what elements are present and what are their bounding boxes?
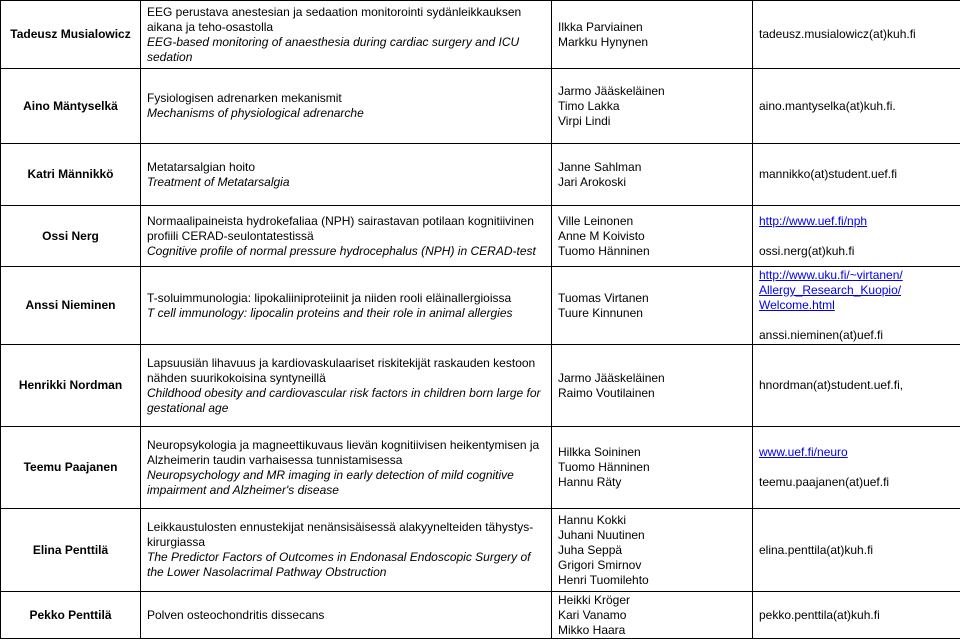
supervisor-name: Jari Arokoski xyxy=(558,174,627,189)
supervisor-name: Jarmo Jääskeläinen xyxy=(558,83,665,98)
website-link[interactable]: Welcome.html xyxy=(759,298,835,312)
supervisor-name: Hilkka Soininen xyxy=(558,445,641,459)
email-address: ossi.nerg(at)kuh.fi xyxy=(759,243,855,258)
table-row xyxy=(1,1,960,69)
supervisor-name: Juha Seppä xyxy=(558,542,623,557)
thesis-title-fi: Normaalipaineista hydrokefaliaa (NPH) sairastavan potilaan kognitiivinen profiili CERAD-seulontatestissä xyxy=(147,213,534,243)
thesis-title-en: Treatment of Metatarsalgia xyxy=(147,174,290,189)
supervisors-cell xyxy=(552,144,753,206)
supervisor-name: Jarmo Jääskeläinen xyxy=(558,370,665,385)
thesis-title-en: Cognitive profile of normal pressure hydrocephalus (NPH) in CERAD-test xyxy=(147,243,536,258)
supervisor-name: Hannu Kokki xyxy=(558,512,627,527)
supervisor-name: Tuure Kinnunen xyxy=(558,305,643,320)
supervisors-cell xyxy=(552,345,753,427)
contact-cell xyxy=(753,144,960,206)
thesis-title-cell xyxy=(141,69,552,144)
table-row xyxy=(1,69,960,144)
supervisor-name: Ville Leinonen xyxy=(558,213,634,228)
email-address: teemu.paajanen(at)uef.fi xyxy=(759,475,890,489)
thesis-title-cell xyxy=(141,206,552,267)
table-row xyxy=(1,427,960,509)
supervisor-name: Janne Sahlman xyxy=(558,159,642,174)
thesis-title-cell xyxy=(141,509,552,592)
website-link[interactable]: http://www.uef.fi/nph xyxy=(759,213,868,228)
email-address: mannikko(at)student.uef.fi xyxy=(759,167,898,181)
table-row xyxy=(1,592,960,639)
researcher-name: Katri Männikkö xyxy=(1,144,141,206)
table-row xyxy=(1,267,960,345)
supervisor-name: Tuomas Virtanen xyxy=(558,290,649,305)
thesis-title-en: EEG-based monitoring of anaesthesia during cardiac surgery and ICU sedation xyxy=(147,34,520,64)
researcher-name: Ossi Nerg xyxy=(1,206,141,267)
table-row xyxy=(1,509,960,592)
supervisors-cell xyxy=(552,427,753,509)
researcher-name: Aino Mäntyselkä xyxy=(1,69,141,144)
contact-cell xyxy=(753,206,960,267)
contact-cell xyxy=(753,345,960,427)
website-link[interactable]: Allergy_Research_Kuopio/ xyxy=(759,283,902,297)
supervisor-name: Grigori Smirnov xyxy=(558,557,642,572)
thesis-title-en: Childhood obesity and cardiovascular risk factors in children born large for gestational age xyxy=(147,385,541,415)
supervisor-name: Tuomo Hänninen xyxy=(558,460,650,474)
thesis-title-fi: Leikkaustulosten ennustekijat nenänsisäisessä alakyynelteiden tähystys-kirurgiassa xyxy=(147,520,534,549)
supervisor-name: Heikki Kröger xyxy=(558,592,631,607)
table-row xyxy=(1,206,960,267)
email-address: pekko.penttila(at)kuh.fi xyxy=(759,607,880,622)
thesis-title-fi: Fysiologisen adrenarken mekanismit xyxy=(147,91,342,105)
thesis-title-cell xyxy=(141,592,552,639)
thesis-title-fi: Polven osteochondritis dissecans xyxy=(147,607,325,622)
researcher-name: Elina Penttilä xyxy=(1,509,141,592)
supervisor-name: Juhani Nuutinen xyxy=(558,527,645,542)
website-link[interactable]: www.uef.fi/neuro xyxy=(759,445,848,459)
thesis-title-cell xyxy=(141,345,552,427)
supervisor-name: Kari Vanamo xyxy=(558,607,627,622)
website-link[interactable]: http://www.uku.fi/~virtanen/ xyxy=(759,268,903,282)
thesis-title-fi: Neuropsykologia ja magneettikuvaus lievän kognitiivisen heikentymisen ja Alzheimerin taudin varhaisessa tunnistamisessa xyxy=(147,437,540,467)
thesis-title-cell xyxy=(141,144,552,206)
researcher-name: Henrikki Nordman xyxy=(1,345,141,427)
supervisor-name: Tuomo Hänninen xyxy=(558,243,650,258)
thesis-title-en: Mechanisms of physiological adrenarche xyxy=(147,106,364,120)
thesis-title-fi: Metatarsalgian hoito xyxy=(147,159,256,174)
contact-cell xyxy=(753,1,960,69)
email-address: elina.penttila(at)kuh.fi xyxy=(759,542,874,557)
contact-cell xyxy=(753,267,960,345)
supervisors-cell xyxy=(552,592,753,639)
thesis-title-cell xyxy=(141,1,552,69)
supervisors-cell xyxy=(552,509,753,592)
supervisor-name: Anne M Koivisto xyxy=(558,228,645,243)
table-row xyxy=(1,345,960,427)
contact-cell xyxy=(753,427,960,509)
researcher-name: Tadeusz Musialowicz xyxy=(1,1,141,69)
supervisor-name: Mikko Haara xyxy=(558,622,626,637)
contact-cell xyxy=(753,509,960,592)
thesis-title-fi: EEG perustava anestesian ja sedaation monitorointi sydänleikkauksen aikana ja teho-osastolla xyxy=(147,4,522,34)
supervisors-cell xyxy=(552,206,753,267)
email-address: hnordman(at)student.uef.fi, xyxy=(759,378,904,392)
supervisor-name: Timo Lakka xyxy=(558,98,620,113)
supervisor-name: Hannu Räty xyxy=(558,475,622,489)
supervisor-name: Raimo Voutilainen xyxy=(558,385,655,400)
researcher-name: Teemu Paajanen xyxy=(1,427,141,509)
thesis-title-fi: Lapsuusiän lihavuus ja kardiovaskulaariset riskitekijät raskauden kestoon nähden suurikokoisina syntyneillä xyxy=(147,355,536,385)
email-address: anssi.nieminen(at)uef.fi xyxy=(759,328,884,342)
table-row xyxy=(1,144,960,206)
thesis-title-en: T cell immunology: lipocalin proteins and their role in animal allergies xyxy=(147,305,513,320)
supervisor-name: Markku Hynynen xyxy=(558,34,649,49)
thesis-title-en: The Predictor Factors of Outcomes in Endonasal Endoscopic Surgery of the Lower Nasolacrimal Pathway Obstruction xyxy=(147,550,531,579)
thesis-title-cell xyxy=(141,267,552,345)
contact-cell xyxy=(753,69,960,144)
researcher-name: Pekko Penttilä xyxy=(1,592,141,639)
supervisor-name: Virpi Lindi xyxy=(558,113,611,128)
supervisors-cell xyxy=(552,1,753,69)
thesis-title-fi: T-soluimmunologia: lipokaliiniproteiinit ja niiden rooli eläinallergioissa xyxy=(147,290,512,305)
supervisor-name: Henri Tuomilehto xyxy=(558,572,649,587)
supervisors-cell xyxy=(552,69,753,144)
supervisors-cell xyxy=(552,267,753,345)
email-address: aino.mantyselka(at)kuh.fi. xyxy=(759,98,896,113)
thesis-title-cell xyxy=(141,427,552,509)
email-address: tadeusz.musialowicz(at)kuh.fi xyxy=(759,27,916,41)
thesis-title-en: Neuropsychology and MR imaging in early detection of mild cognitive impairment and Alzheimer's disease xyxy=(147,467,514,497)
researcher-name: Anssi Nieminen xyxy=(1,267,141,345)
supervisor-name: Ilkka Parviainen xyxy=(558,19,643,34)
contact-cell xyxy=(753,592,960,639)
